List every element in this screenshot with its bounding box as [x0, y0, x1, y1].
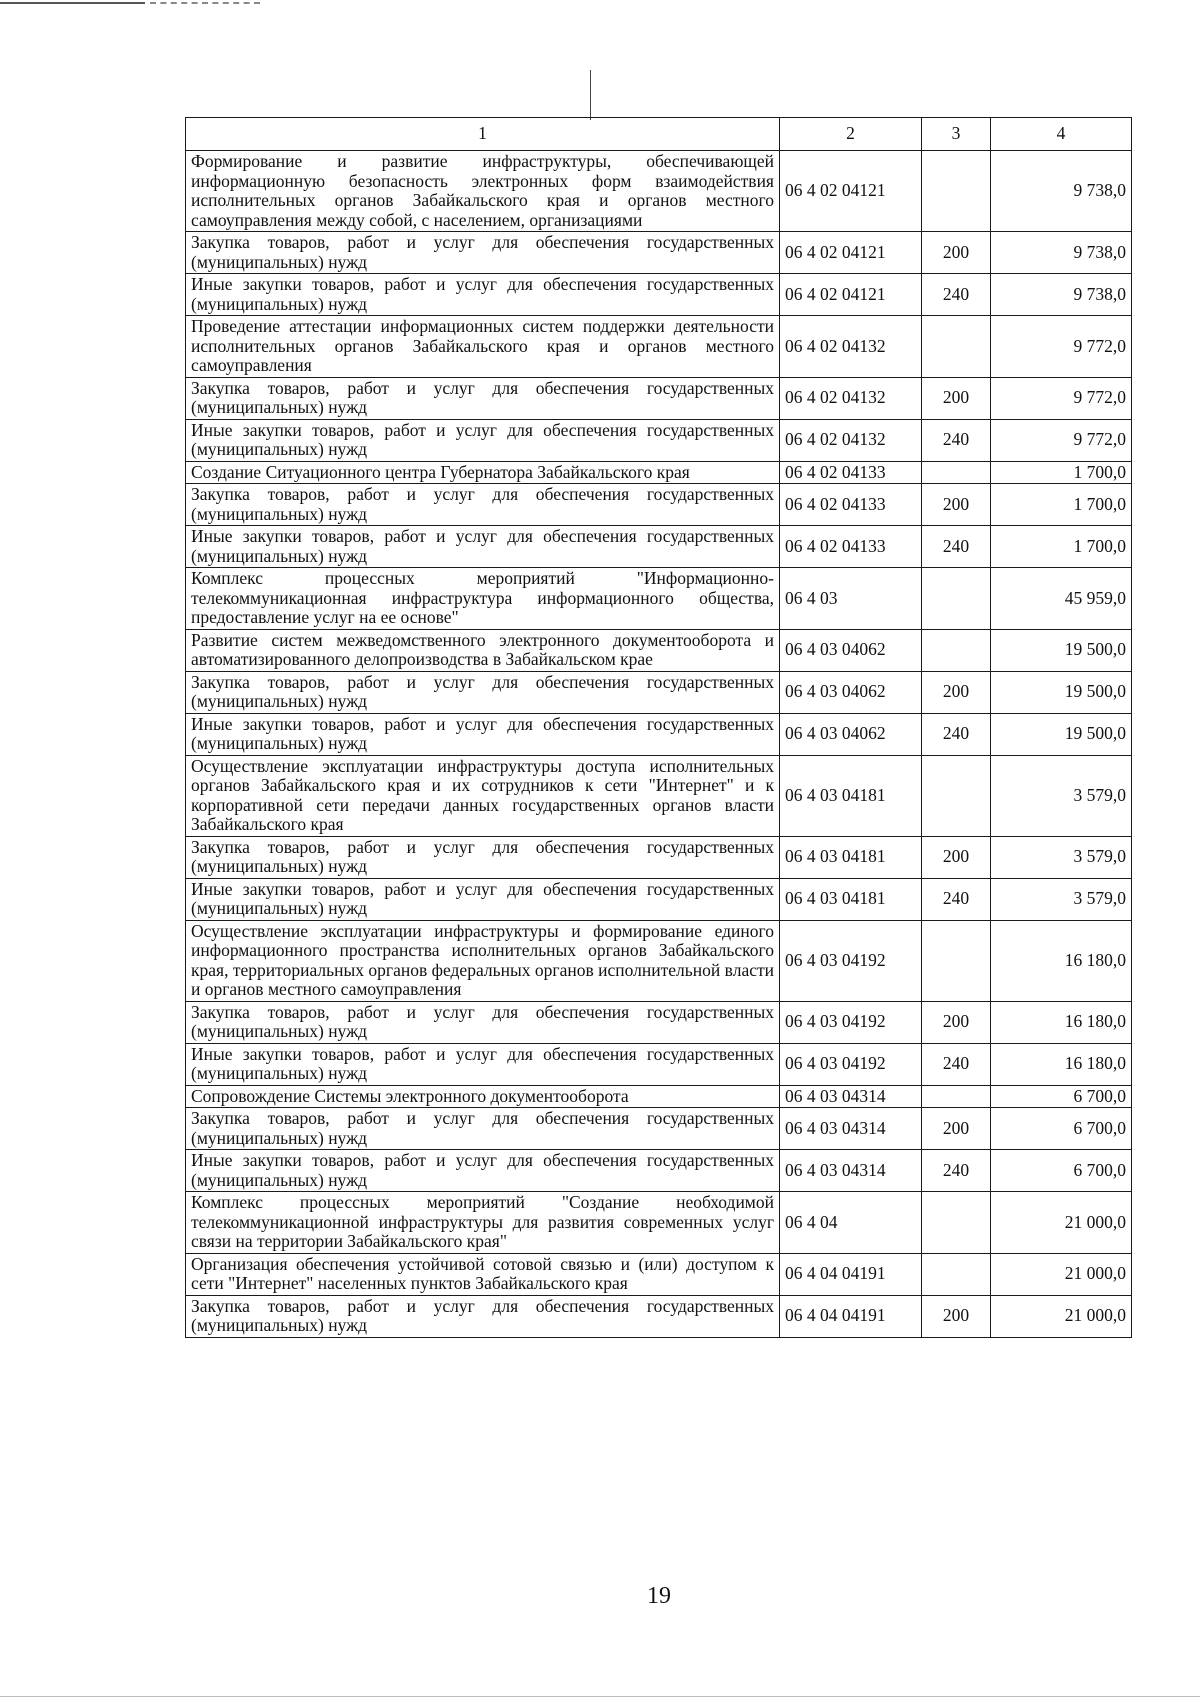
- table-row: [186, 419, 1132, 461]
- table-row: [186, 1001, 1132, 1043]
- table-row: [186, 836, 1132, 878]
- row-kind-cell: 240: [922, 526, 991, 568]
- row-code-cell: 06 4 03 04314: [780, 1150, 922, 1192]
- row-code-cell: 06 4 02 04133: [780, 484, 922, 526]
- row-code-cell: 06 4 03 04181: [780, 836, 922, 878]
- row-sum-cell: 6 700,0: [991, 1085, 1132, 1108]
- row-name-cell: Комплекс процессных мероприятий "Информационно-телекоммуникационная инфраструктура информационного общества, предоставление услуг на ее основе": [186, 568, 780, 630]
- row-kind-cell: [922, 461, 991, 484]
- row-name-cell: Закупка товаров, работ и услуг для обеспечения государственных (муниципальных) нужд: [186, 484, 780, 526]
- table-row: [186, 526, 1132, 568]
- row-sum-cell: 16 180,0: [991, 1043, 1132, 1085]
- row-sum-cell: 9 772,0: [991, 419, 1132, 461]
- table-row: [186, 568, 1132, 630]
- table-row: [186, 377, 1132, 419]
- row-name-cell: Иные закупки товаров, работ и услуг для обеспечения государственных (муниципальных) нужд: [186, 713, 780, 755]
- row-sum-cell: 6 700,0: [991, 1108, 1132, 1150]
- row-name-cell: Закупка товаров, работ и услуг для обеспечения государственных (муниципальных) нужд: [186, 232, 780, 274]
- row-sum-cell: 19 500,0: [991, 629, 1132, 671]
- row-code-cell: 06 4 03 04314: [780, 1108, 922, 1150]
- row-kind-cell: 200: [922, 1001, 991, 1043]
- row-kind-cell: 200: [922, 1108, 991, 1150]
- row-kind-cell: [922, 1253, 991, 1295]
- row-name-cell: Создание Ситуационного центра Губернатора Забайкальского края: [186, 461, 780, 484]
- row-kind-cell: 240: [922, 713, 991, 755]
- row-kind-cell: 240: [922, 274, 991, 316]
- row-name-cell: Сопровождение Системы электронного документооборота: [186, 1085, 780, 1108]
- table-row: [186, 232, 1132, 274]
- row-sum-cell: 21 000,0: [991, 1295, 1132, 1337]
- row-code-cell: 06 4 03 04192: [780, 1043, 922, 1085]
- row-kind-cell: 240: [922, 1043, 991, 1085]
- row-code-cell: 06 4 03 04181: [780, 755, 922, 836]
- row-name-cell: Организация обеспечения устойчивой сотовой связью и (или) доступом к сети "Интернет" населенных пунктов Забайкальского края: [186, 1253, 780, 1295]
- row-code-cell: 06 4 03 04181: [780, 878, 922, 920]
- row-kind-cell: 200: [922, 232, 991, 274]
- row-code-cell: 06 4 04: [780, 1192, 922, 1254]
- table-row: [186, 878, 1132, 920]
- table-row: [186, 920, 1132, 1001]
- table-row: [186, 629, 1132, 671]
- row-code-cell: 06 4 03 04314: [780, 1085, 922, 1108]
- row-kind-cell: 200: [922, 1295, 991, 1337]
- scan-artifact-line: [590, 70, 591, 120]
- row-name-cell: Закупка товаров, работ и услуг для обеспечения государственных (муниципальных) нужд: [186, 1295, 780, 1337]
- row-kind-cell: [922, 151, 991, 232]
- column-header-name: 1: [186, 118, 780, 151]
- row-code-cell: 06 4 02 04132: [780, 316, 922, 378]
- row-code-cell: 06 4 03 04192: [780, 1001, 922, 1043]
- row-sum-cell: 45 959,0: [991, 568, 1132, 630]
- row-name-cell: Закупка товаров, работ и услуг для обеспечения государственных (муниципальных) нужд: [186, 671, 780, 713]
- row-code-cell: 06 4 04 04191: [780, 1295, 922, 1337]
- row-sum-cell: 9 738,0: [991, 232, 1132, 274]
- row-name-cell: Иные закупки товаров, работ и услуг для обеспечения государственных (муниципальных) нужд: [186, 526, 780, 568]
- row-name-cell: Иные закупки товаров, работ и услуг для обеспечения государственных (муниципальных) нужд: [186, 274, 780, 316]
- table-row: [186, 484, 1132, 526]
- table-row: [186, 1192, 1132, 1254]
- scan-artifact-rule: [0, 2, 145, 4]
- table-row: [186, 1108, 1132, 1150]
- table-row: [186, 151, 1132, 232]
- table-row: [186, 713, 1132, 755]
- row-name-cell: Закупка товаров, работ и услуг для обеспечения государственных (муниципальных) нужд: [186, 1108, 780, 1150]
- table-row: [186, 1253, 1132, 1295]
- row-name-cell: Развитие систем межведомственного электронного документооборота и автоматизированного делопроизводства в Забайкальском крае: [186, 629, 780, 671]
- row-name-cell: Иные закупки товаров, работ и услуг для обеспечения государственных (муниципальных) нужд: [186, 419, 780, 461]
- row-kind-cell: [922, 629, 991, 671]
- row-name-cell: Комплекс процессных мероприятий "Создание необходимой телекоммуникационной инфраструктуры для развития современных услуг связи на территории Забайкальского края": [186, 1192, 780, 1254]
- row-name-cell: Закупка товаров, работ и услуг для обеспечения государственных (муниципальных) нужд: [186, 1001, 780, 1043]
- table-row: [186, 755, 1132, 836]
- table-row: [186, 1150, 1132, 1192]
- table-row: [186, 1295, 1132, 1337]
- row-name-cell: Иные закупки товаров, работ и услуг для обеспечения государственных (муниципальных) нужд: [186, 1150, 780, 1192]
- row-code-cell: 06 4 04 04191: [780, 1253, 922, 1295]
- row-code-cell: 06 4 03 04062: [780, 629, 922, 671]
- row-sum-cell: 1 700,0: [991, 526, 1132, 568]
- row-code-cell: 06 4 03 04192: [780, 920, 922, 1001]
- row-sum-cell: 9 772,0: [991, 377, 1132, 419]
- row-name-cell: Закупка товаров, работ и услуг для обеспечения государственных (муниципальных) нужд: [186, 377, 780, 419]
- column-header-kind: 3: [922, 118, 991, 151]
- row-kind-cell: [922, 1085, 991, 1108]
- table-header-row: [186, 118, 1132, 151]
- row-kind-cell: 200: [922, 484, 991, 526]
- row-name-cell: Формирование и развитие инфраструктуры, обеспечивающей информационную безопасность электронных форм взаимодействия исполнительных органов Забайкальского края и органов местного самоуправления между собой, с населением, организациями: [186, 151, 780, 232]
- page-number: 19: [647, 1583, 671, 1609]
- row-kind-cell: [922, 568, 991, 630]
- row-kind-cell: [922, 755, 991, 836]
- table-row: [186, 671, 1132, 713]
- row-code-cell: 06 4 02 04121: [780, 151, 922, 232]
- row-kind-cell: 200: [922, 671, 991, 713]
- row-name-cell: Осуществление эксплуатации инфраструктуры доступа исполнительных органов Забайкальского края и их сотрудников к сети "Интернет" и к корпоративной сети передачи данных государственных органов власти Забайкальского края: [186, 755, 780, 836]
- table-row: [186, 1043, 1132, 1085]
- row-sum-cell: 21 000,0: [991, 1192, 1132, 1254]
- row-kind-cell: 240: [922, 419, 991, 461]
- row-name-cell: Иные закупки товаров, работ и услуг для обеспечения государственных (муниципальных) нужд: [186, 878, 780, 920]
- scan-artifact-bottom-rule: [0, 1696, 1200, 1697]
- row-code-cell: 06 4 03 04062: [780, 713, 922, 755]
- row-sum-cell: 3 579,0: [991, 836, 1132, 878]
- row-kind-cell: [922, 920, 991, 1001]
- row-sum-cell: 1 700,0: [991, 461, 1132, 484]
- row-kind-cell: 200: [922, 377, 991, 419]
- row-sum-cell: 9 738,0: [991, 274, 1132, 316]
- row-sum-cell: 19 500,0: [991, 671, 1132, 713]
- row-code-cell: 06 4 02 04133: [780, 526, 922, 568]
- table-row: [186, 1085, 1132, 1108]
- row-kind-cell: [922, 1192, 991, 1254]
- row-name-cell: Проведение аттестации информационных систем поддержки деятельности исполнительных органов Забайкальского края и органов местного самоуправления: [186, 316, 780, 378]
- row-code-cell: 06 4 02 04121: [780, 274, 922, 316]
- row-code-cell: 06 4 02 04132: [780, 377, 922, 419]
- table-body: [186, 151, 1132, 1338]
- row-code-cell: 06 4 03: [780, 568, 922, 630]
- row-code-cell: 06 4 02 04132: [780, 419, 922, 461]
- row-sum-cell: 16 180,0: [991, 1001, 1132, 1043]
- column-header-sum: 4: [991, 118, 1132, 151]
- row-sum-cell: 3 579,0: [991, 755, 1132, 836]
- row-code-cell: 06 4 03 04062: [780, 671, 922, 713]
- row-sum-cell: 19 500,0: [991, 713, 1132, 755]
- row-kind-cell: 240: [922, 878, 991, 920]
- scan-artifact-dash: [150, 2, 260, 4]
- row-code-cell: 06 4 02 04133: [780, 461, 922, 484]
- row-sum-cell: 21 000,0: [991, 1253, 1132, 1295]
- table-row: [186, 316, 1132, 378]
- row-kind-cell: 240: [922, 1150, 991, 1192]
- row-name-cell: Закупка товаров, работ и услуг для обеспечения государственных (муниципальных) нужд: [186, 836, 780, 878]
- table-row: [186, 274, 1132, 316]
- row-sum-cell: 9 738,0: [991, 151, 1132, 232]
- row-name-cell: Осуществление эксплуатации инфраструктуры и формирование единого информационного пространства исполнительных органов Забайкальского края, территориальных органов федеральных органов исполнительной власти и органов местного самоуправления: [186, 920, 780, 1001]
- row-sum-cell: 6 700,0: [991, 1150, 1132, 1192]
- row-sum-cell: 9 772,0: [991, 316, 1132, 378]
- table-row: [186, 461, 1132, 484]
- row-sum-cell: 3 579,0: [991, 878, 1132, 920]
- row-sum-cell: 16 180,0: [991, 920, 1132, 1001]
- column-header-code: 2: [780, 118, 922, 151]
- row-kind-cell: 200: [922, 836, 991, 878]
- row-kind-cell: [922, 316, 991, 378]
- row-code-cell: 06 4 02 04121: [780, 232, 922, 274]
- row-sum-cell: 1 700,0: [991, 484, 1132, 526]
- row-name-cell: Иные закупки товаров, работ и услуг для обеспечения государственных (муниципальных) нужд: [186, 1043, 780, 1085]
- budget-table: [185, 117, 1132, 1338]
